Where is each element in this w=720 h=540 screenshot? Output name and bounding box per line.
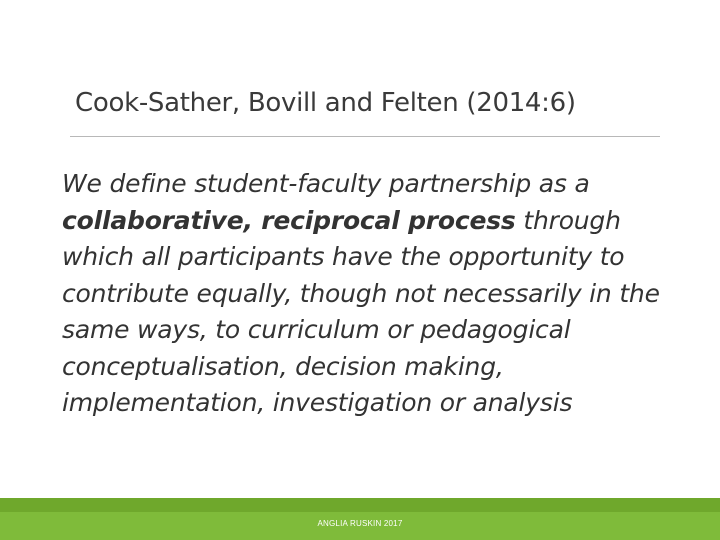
footer-text: ANGLIA RUSKIN 2017 <box>317 519 403 528</box>
footer-band <box>0 498 720 512</box>
quote-rest: through which all participants have the opportunity to contribute equally, though not necessarily in the same ways, to curriculum or pedagogical conceptualisation, decision making, implementation, investigation or analysis <box>62 205 660 417</box>
definition-quote <box>62 166 682 422</box>
slide-title: Cook-Sather, Bovill and Felten (2014:6) <box>75 88 576 118</box>
quote-emphasis: collaborative, reciprocal process <box>62 205 516 235</box>
title-divider <box>70 136 660 137</box>
quote-lead: We define student-faculty partnership as a <box>62 169 590 198</box>
